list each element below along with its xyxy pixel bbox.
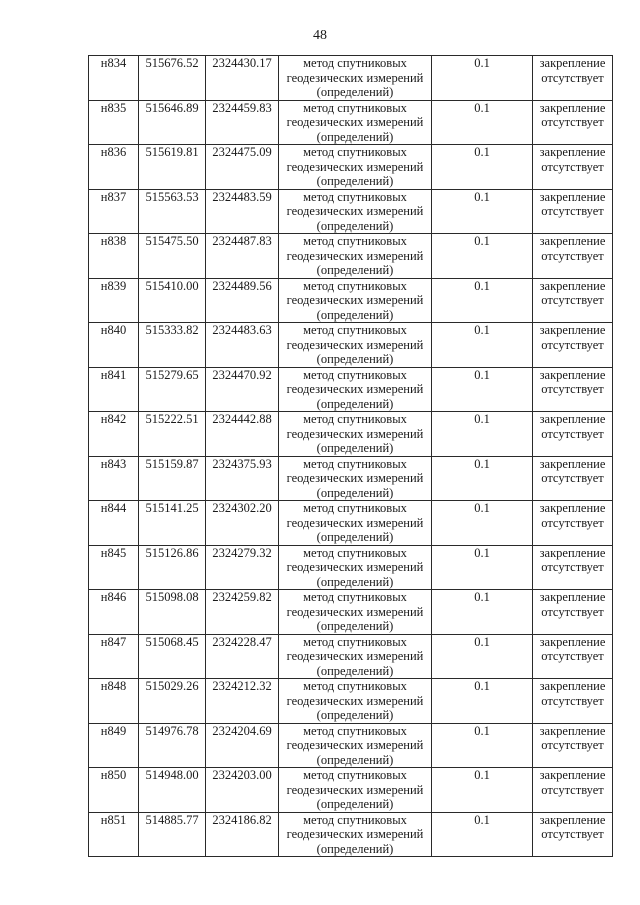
accuracy-cell: 0.1: [432, 590, 533, 635]
fixing-line: отсутствует: [541, 782, 604, 797]
accuracy-cell: 0.1: [432, 145, 533, 190]
method-line: (определений): [316, 708, 394, 722]
point-id-cell: н846: [89, 590, 139, 635]
method-line: метод спутниковых: [303, 278, 407, 293]
method-line: геодезических измерений: [286, 604, 424, 619]
x-coordinate-cell: 514885.77: [139, 812, 206, 857]
method-line: метод спутниковых: [303, 679, 407, 693]
table-row: [89, 679, 613, 724]
table-row: [89, 501, 613, 546]
table-row: [89, 234, 613, 279]
method-line: (определений): [316, 85, 394, 99]
point-id-cell: н841: [89, 367, 139, 412]
x-coordinate-cell: 515333.82: [139, 323, 206, 368]
x-coordinate-cell: 515159.87: [139, 456, 206, 501]
table-row: [89, 412, 613, 457]
point-id-cell: н847: [89, 634, 139, 679]
method-line: (определений): [316, 485, 394, 500]
accuracy-cell: 0.1: [432, 456, 533, 501]
fixing-line: закрепление: [539, 501, 606, 515]
accuracy-cell: 0.1: [432, 768, 533, 813]
point-id-cell: н848: [89, 679, 139, 724]
table-row: [89, 323, 613, 368]
accuracy-cell: 0.1: [432, 100, 533, 145]
method-line: метод спутниковых: [303, 768, 407, 782]
method-line: метод спутниковых: [303, 812, 407, 827]
method-line: геодезических измерений: [286, 827, 424, 841]
fixing-line: закрепление: [539, 278, 606, 293]
fixing-line: закрепление: [539, 412, 606, 426]
fixing-line: отсутствует: [541, 649, 604, 663]
method-line: метод спутниковых: [303, 501, 407, 515]
table-row: [89, 545, 613, 590]
fixing-line: закрепление: [539, 768, 606, 782]
point-id-cell: н836: [89, 145, 139, 190]
y-coordinate-cell: 2324483.63: [206, 323, 279, 368]
fixing-line: закрепление: [539, 456, 606, 471]
method-line: метод спутниковых: [303, 412, 407, 426]
method-line: (определений): [316, 574, 394, 589]
table-row: [89, 56, 613, 101]
y-coordinate-cell: 2324186.82: [206, 812, 279, 857]
method-line: геодезических измерений: [286, 471, 424, 485]
fixing-cell: [533, 323, 613, 368]
coordinates-table: [88, 55, 613, 857]
fixing-cell: [533, 590, 613, 635]
table-row: [89, 100, 613, 145]
fixing-line: отсутствует: [541, 515, 604, 530]
fixing-line: отсутствует: [541, 560, 604, 574]
point-id-cell: н839: [89, 278, 139, 323]
method-cell: [279, 145, 432, 190]
y-coordinate-cell: 2324475.09: [206, 145, 279, 190]
method-cell: [279, 590, 432, 635]
y-coordinate-cell: 2324442.88: [206, 412, 279, 457]
y-coordinate-cell: 2324459.83: [206, 100, 279, 145]
method-cell: [279, 634, 432, 679]
fixing-cell: [533, 56, 613, 101]
y-coordinate-cell: 2324228.47: [206, 634, 279, 679]
fixing-cell: [533, 456, 613, 501]
table-row: [89, 768, 613, 813]
method-line: (определений): [316, 129, 394, 144]
accuracy-cell: 0.1: [432, 812, 533, 857]
fixing-line: закрепление: [539, 189, 606, 204]
table-row: [89, 634, 613, 679]
method-cell: [279, 768, 432, 813]
y-coordinate-cell: 2324204.69: [206, 723, 279, 768]
method-line: метод спутниковых: [303, 723, 407, 738]
fixing-line: отсутствует: [541, 70, 604, 85]
table-row: [89, 590, 613, 635]
table-row: [89, 723, 613, 768]
point-id-cell: н851: [89, 812, 139, 857]
method-line: метод спутниковых: [303, 100, 407, 115]
fixing-line: отсутствует: [541, 159, 604, 174]
accuracy-cell: 0.1: [432, 234, 533, 279]
y-coordinate-cell: 2324212.32: [206, 679, 279, 724]
method-cell: [279, 56, 432, 101]
point-id-cell: н849: [89, 723, 139, 768]
fixing-line: отсутствует: [541, 604, 604, 619]
fixing-line: закрепление: [539, 100, 606, 115]
method-line: геодезических измерений: [286, 70, 424, 85]
table-row: [89, 189, 613, 234]
fixing-line: отсутствует: [541, 382, 604, 396]
fixing-cell: [533, 278, 613, 323]
fixing-cell: [533, 723, 613, 768]
method-line: геодезических измерений: [286, 738, 424, 752]
x-coordinate-cell: 515676.52: [139, 56, 206, 101]
x-coordinate-cell: 515619.81: [139, 145, 206, 190]
method-line: (определений): [316, 218, 394, 233]
method-cell: [279, 679, 432, 724]
method-line: (определений): [316, 307, 394, 322]
method-line: геодезических измерений: [286, 515, 424, 530]
accuracy-cell: 0.1: [432, 679, 533, 724]
method-line: геодезических измерений: [286, 248, 424, 263]
fixing-line: отсутствует: [541, 471, 604, 485]
y-coordinate-cell: 2324302.20: [206, 501, 279, 546]
method-line: метод спутниковых: [303, 456, 407, 471]
x-coordinate-cell: 514948.00: [139, 768, 206, 813]
point-id-cell: н842: [89, 412, 139, 457]
fixing-line: закрепление: [539, 812, 606, 827]
fixing-line: закрепление: [539, 590, 606, 604]
fixing-line: отсутствует: [541, 827, 604, 841]
method-cell: [279, 812, 432, 857]
fixing-cell: [533, 234, 613, 279]
method-line: (определений): [316, 441, 394, 455]
coordinates-table-body: [89, 56, 613, 857]
table-row: [89, 456, 613, 501]
method-line: (определений): [316, 530, 394, 544]
x-coordinate-cell: 515068.45: [139, 634, 206, 679]
method-line: (определений): [316, 352, 394, 366]
method-cell: [279, 456, 432, 501]
method-line: (определений): [316, 263, 394, 277]
method-line: метод спутниковых: [303, 56, 407, 70]
method-cell: [279, 501, 432, 546]
fixing-line: закрепление: [539, 56, 606, 70]
method-line: (определений): [316, 752, 394, 767]
fixing-line: закрепление: [539, 634, 606, 649]
accuracy-cell: 0.1: [432, 723, 533, 768]
y-coordinate-cell: 2324430.17: [206, 56, 279, 101]
method-cell: [279, 234, 432, 279]
method-cell: [279, 189, 432, 234]
x-coordinate-cell: 515029.26: [139, 679, 206, 724]
method-line: (определений): [316, 619, 394, 633]
point-id-cell: н844: [89, 501, 139, 546]
point-id-cell: н837: [89, 189, 139, 234]
point-id-cell: н834: [89, 56, 139, 101]
page-number: 48: [313, 28, 327, 43]
accuracy-cell: 0.1: [432, 189, 533, 234]
accuracy-cell: 0.1: [432, 501, 533, 546]
x-coordinate-cell: 514976.78: [139, 723, 206, 768]
method-line: геодезических измерений: [286, 159, 424, 174]
method-line: геодезических измерений: [286, 204, 424, 218]
point-id-cell: н845: [89, 545, 139, 590]
method-line: геодезических измерений: [286, 115, 424, 129]
accuracy-cell: 0.1: [432, 367, 533, 412]
y-coordinate-cell: 2324203.00: [206, 768, 279, 813]
method-cell: [279, 723, 432, 768]
x-coordinate-cell: 515141.25: [139, 501, 206, 546]
fixing-cell: [533, 367, 613, 412]
fixing-cell: [533, 501, 613, 546]
method-line: (определений): [316, 797, 394, 811]
fixing-line: отсутствует: [541, 204, 604, 218]
accuracy-cell: 0.1: [432, 323, 533, 368]
fixing-line: отсутствует: [541, 426, 604, 441]
fixing-line: закрепление: [539, 145, 606, 159]
fixing-cell: [533, 679, 613, 724]
method-cell: [279, 412, 432, 457]
table-row: [89, 812, 613, 857]
accuracy-cell: 0.1: [432, 56, 533, 101]
fixing-line: закрепление: [539, 367, 606, 382]
method-line: геодезических измерений: [286, 337, 424, 352]
fixing-cell: [533, 412, 613, 457]
y-coordinate-cell: 2324375.93: [206, 456, 279, 501]
y-coordinate-cell: 2324487.83: [206, 234, 279, 279]
point-id-cell: н850: [89, 768, 139, 813]
method-line: (определений): [316, 663, 394, 678]
x-coordinate-cell: 515279.65: [139, 367, 206, 412]
method-cell: [279, 278, 432, 323]
method-cell: [279, 367, 432, 412]
fixing-cell: [533, 634, 613, 679]
fixing-line: отсутствует: [541, 293, 604, 307]
point-id-cell: н835: [89, 100, 139, 145]
fixing-line: отсутствует: [541, 693, 604, 708]
accuracy-cell: 0.1: [432, 278, 533, 323]
accuracy-cell: 0.1: [432, 412, 533, 457]
fixing-line: отсутствует: [541, 337, 604, 352]
fixing-cell: [533, 100, 613, 145]
y-coordinate-cell: 2324259.82: [206, 590, 279, 635]
method-line: геодезических измерений: [286, 649, 424, 663]
y-coordinate-cell: 2324279.32: [206, 545, 279, 590]
fixing-cell: [533, 812, 613, 857]
y-coordinate-cell: 2324489.56: [206, 278, 279, 323]
method-line: метод спутниковых: [303, 590, 407, 604]
fixing-cell: [533, 145, 613, 190]
method-cell: [279, 545, 432, 590]
method-line: метод спутниковых: [303, 189, 407, 204]
fixing-line: закрепление: [539, 234, 606, 248]
x-coordinate-cell: 515646.89: [139, 100, 206, 145]
method-cell: [279, 323, 432, 368]
table-row: [89, 278, 613, 323]
method-line: метод спутниковых: [303, 145, 407, 159]
fixing-cell: [533, 768, 613, 813]
point-id-cell: н838: [89, 234, 139, 279]
point-id-cell: н843: [89, 456, 139, 501]
fixing-line: закрепление: [539, 545, 606, 560]
y-coordinate-cell: 2324470.92: [206, 367, 279, 412]
method-line: геодезических измерений: [286, 382, 424, 396]
point-id-cell: н840: [89, 323, 139, 368]
method-line: геодезических измерений: [286, 782, 424, 797]
method-line: (определений): [316, 174, 394, 188]
fixing-line: отсутствует: [541, 115, 604, 129]
table-row: [89, 145, 613, 190]
method-line: метод спутниковых: [303, 367, 407, 382]
method-cell: [279, 100, 432, 145]
x-coordinate-cell: 515222.51: [139, 412, 206, 457]
accuracy-cell: 0.1: [432, 545, 533, 590]
method-line: геодезических измерений: [286, 693, 424, 708]
method-line: метод спутниковых: [303, 634, 407, 649]
x-coordinate-cell: 515126.86: [139, 545, 206, 590]
x-coordinate-cell: 515475.50: [139, 234, 206, 279]
fixing-cell: [533, 189, 613, 234]
fixing-line: отсутствует: [541, 248, 604, 263]
accuracy-cell: 0.1: [432, 634, 533, 679]
method-line: геодезических измерений: [286, 293, 424, 307]
x-coordinate-cell: 515098.08: [139, 590, 206, 635]
method-line: (определений): [316, 841, 394, 856]
method-line: (определений): [316, 396, 394, 411]
fixing-cell: [533, 545, 613, 590]
x-coordinate-cell: 515410.00: [139, 278, 206, 323]
method-line: метод спутниковых: [303, 234, 407, 248]
y-coordinate-cell: 2324483.59: [206, 189, 279, 234]
method-line: метод спутниковых: [303, 545, 407, 560]
method-line: метод спутниковых: [303, 323, 407, 337]
fixing-line: отсутствует: [541, 738, 604, 752]
table-row: [89, 367, 613, 412]
fixing-line: закрепление: [539, 323, 606, 337]
method-line: геодезических измерений: [286, 560, 424, 574]
fixing-line: закрепление: [539, 679, 606, 693]
method-line: геодезических измерений: [286, 426, 424, 441]
fixing-line: закрепление: [539, 723, 606, 738]
x-coordinate-cell: 515563.53: [139, 189, 206, 234]
